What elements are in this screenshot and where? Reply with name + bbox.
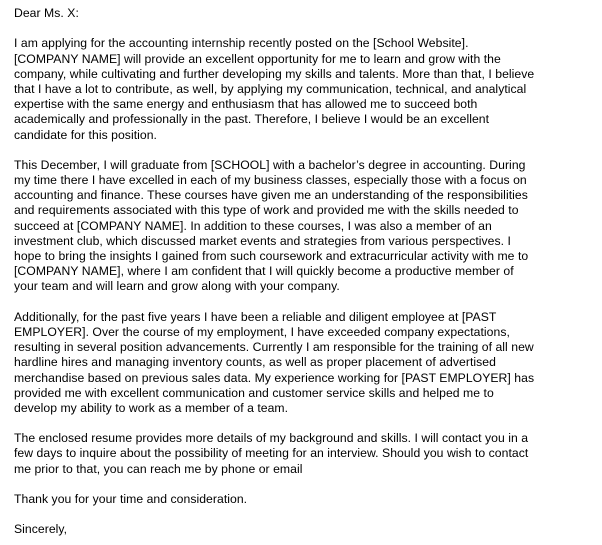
paragraph-gap <box>14 507 600 522</box>
paragraph-gap <box>14 21 600 36</box>
paragraph-line: few days to inquire about the possibility of meeting for an interview. Should you wish to contact <box>14 446 529 461</box>
paragraph-line: my time there I have excelled in each of my business classes, especially those with a focus on <box>14 173 527 188</box>
paragraph-line: and requirements associated with this type of work and provided me with the skills needed to <box>14 203 519 218</box>
paragraph-gap <box>14 416 600 431</box>
paragraph-line: hope to bring the insights I gained from such coursework and extracurricular activity with me to <box>14 249 529 263</box>
paragraph-line: develop my ability to work as a member of a team. <box>14 400 289 415</box>
paragraph-line: merchandise based on previous sales data. My experience working for [PAST EMPLOYER] has <box>14 370 535 385</box>
paragraph-line: [COMPANY NAME] will provide an excellent opportunity for me to learn and grow with the <box>14 51 501 66</box>
paragraph-line: Thank you for your time and consideration. <box>14 492 248 506</box>
paragraph-gap <box>14 477 600 492</box>
paragraph-thanks <box>14 492 600 507</box>
paragraph-line: Additionally, for the past five years I have been a reliable and diligent employee at [PAST <box>14 309 497 324</box>
salutation: Dear Ms. X: <box>14 6 79 20</box>
paragraph-line: me prior to that, you can reach me by phone or email <box>14 461 303 476</box>
paragraph-line: accounting and finance. These courses have given me an understanding of the responsibilities <box>14 188 528 203</box>
paragraph-line: expertise with the same energy and enthusiasm that has allowed me to succeed both <box>14 97 478 112</box>
paragraph-line: The enclosed resume provides more details of my background and skills. I will contact you in a <box>14 431 529 446</box>
paragraph-line: succeed at [COMPANY NAME]. In addition to these courses, I was also a member of an <box>14 218 492 233</box>
paragraph-line: [COMPANY NAME], where I am confident that I will quickly become a productive member of <box>14 264 514 279</box>
paragraph-line: candidate for this position. <box>14 127 157 142</box>
paragraph-line: This December, I will graduate from [SCHOOL] with a bachelor’s degree in accounting. During <box>14 157 526 172</box>
paragraph-gap <box>14 143 600 158</box>
paragraph-line: hardline hires and managing inventory counts, as well as proper placement of advertised <box>14 355 496 370</box>
closing: Sincerely, <box>14 522 68 537</box>
paragraph-gap <box>14 295 600 310</box>
paragraph-line: I am applying for the accounting internship recently posted on the [School Website]. <box>14 36 469 51</box>
paragraph-line: company, while cultivating and further developing my skills and talents. More than that, I believe <box>14 66 535 81</box>
paragraph-line: academically and professionally in the past. Therefore, I believe I would be an excellent <box>14 112 490 127</box>
paragraph-line: resulting in several position advancements. Currently I am responsible for the training of all new <box>14 340 534 355</box>
paragraph-line: provided me with excellent communication and customer service skills and helped me to <box>14 385 494 400</box>
paragraph-experience <box>14 310 600 416</box>
paragraph-line: your team and will learn and grow along with your company. <box>14 279 340 294</box>
paragraph-line: investment club, which discussed market events and strategies from various perspectives. I <box>14 233 511 248</box>
paragraph-application <box>14 36 600 142</box>
letter-body <box>14 6 600 538</box>
paragraph-education <box>14 158 600 295</box>
paragraph-resume <box>14 431 600 477</box>
paragraph-line: that I have a lot to contribute, as well, by applying my communication, technical, and analytical <box>14 81 527 96</box>
paragraph-line: EMPLOYER]. Over the course of my employment, I have exceeded company expectations, <box>14 324 510 339</box>
